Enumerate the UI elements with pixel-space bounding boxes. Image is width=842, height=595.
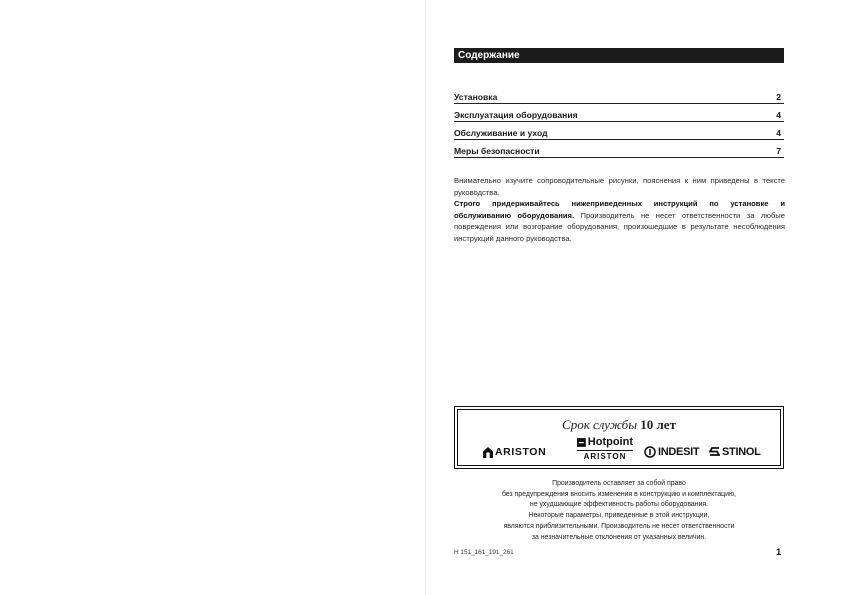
toc-item-operation[interactable] bbox=[454, 104, 784, 122]
disclaimer-line: за незначительные отклонения от указанных величин. bbox=[531, 533, 707, 541]
hotpoint-ariston-wordmark: ARISTON bbox=[583, 452, 627, 461]
toc-item-label: Эксплуатация оборудования bbox=[454, 110, 578, 120]
service-life-inner bbox=[457, 409, 781, 466]
disclaimer-line: Производитель оставляет за собой право bbox=[552, 480, 686, 487]
intro-line: Внимательно изучите сопроводительные рисунки, пояснения к ним приведены в тексте руководства. bbox=[454, 176, 785, 197]
toc-item-safety[interactable] bbox=[454, 140, 784, 158]
toc-item-installation[interactable] bbox=[454, 86, 784, 104]
disclaimer-line: не ухудшающие эффективность работы оборудования. bbox=[529, 501, 709, 509]
house-icon bbox=[483, 447, 493, 458]
stinol-logo bbox=[709, 446, 761, 458]
toc-item-page: 4 bbox=[776, 110, 781, 120]
hotpoint-square-icon bbox=[577, 438, 586, 447]
toc-item-label: Обслуживание и уход bbox=[454, 128, 548, 138]
indesit-wordmark: INDESIT bbox=[658, 446, 700, 458]
stinol-wordmark: STINOL bbox=[722, 446, 761, 458]
section-title: Содержание bbox=[454, 48, 784, 63]
service-life-box bbox=[454, 406, 784, 469]
table-of-contents bbox=[454, 86, 784, 158]
page-fold-line bbox=[425, 0, 426, 595]
toc-item-page: 4 bbox=[776, 128, 781, 138]
toc-item-label: Установка bbox=[454, 92, 498, 102]
hotpoint-wordmark: Hotpoint bbox=[587, 436, 633, 448]
hotpoint-divider bbox=[577, 450, 633, 451]
service-life-value: 10 лет bbox=[640, 417, 676, 432]
toc-item-label: Меры безопасности bbox=[454, 146, 540, 156]
stinol-swoosh-icon bbox=[709, 447, 720, 457]
toc-item-page: 2 bbox=[776, 92, 781, 102]
intro-bold-instruction: Строго придерживайтесь нижеприведенных инструкций по установке и обслуживанию оборудования. bbox=[454, 199, 785, 220]
toc-item-maintenance[interactable] bbox=[454, 122, 784, 140]
disclaimer-line: являются приблизительными. Производитель не несет ответственности bbox=[503, 522, 735, 530]
indesit-logo bbox=[644, 446, 699, 458]
disclaimer-line: Некоторые параметры, приведенные в этой инструкции, bbox=[528, 512, 710, 520]
ariston-wordmark: ARISTON bbox=[495, 446, 547, 458]
page-number: 1 bbox=[776, 547, 782, 558]
hotpoint-ariston-logo bbox=[577, 436, 633, 461]
service-life-line bbox=[458, 417, 780, 433]
model-number: H 151_161_191_261 bbox=[454, 549, 514, 556]
intro-liability-text: Производитель не несет ответственности за любые повреждения или возгорание оборудования, произошедшие в результате несоблюдения инструкций данного руководства. bbox=[454, 210, 785, 243]
intro-paragraph bbox=[454, 175, 785, 245]
indesit-circle-icon bbox=[644, 446, 656, 458]
ariston-logo bbox=[483, 446, 546, 458]
disclaimer-line: без предупреждения вносить изменения в конструкцию и комплектацию, bbox=[501, 490, 737, 498]
manufacturer-disclaimer bbox=[454, 479, 784, 543]
brand-logos bbox=[458, 438, 780, 466]
toc-item-page: 7 bbox=[776, 146, 781, 156]
service-life-label: Срок службы bbox=[562, 417, 638, 432]
